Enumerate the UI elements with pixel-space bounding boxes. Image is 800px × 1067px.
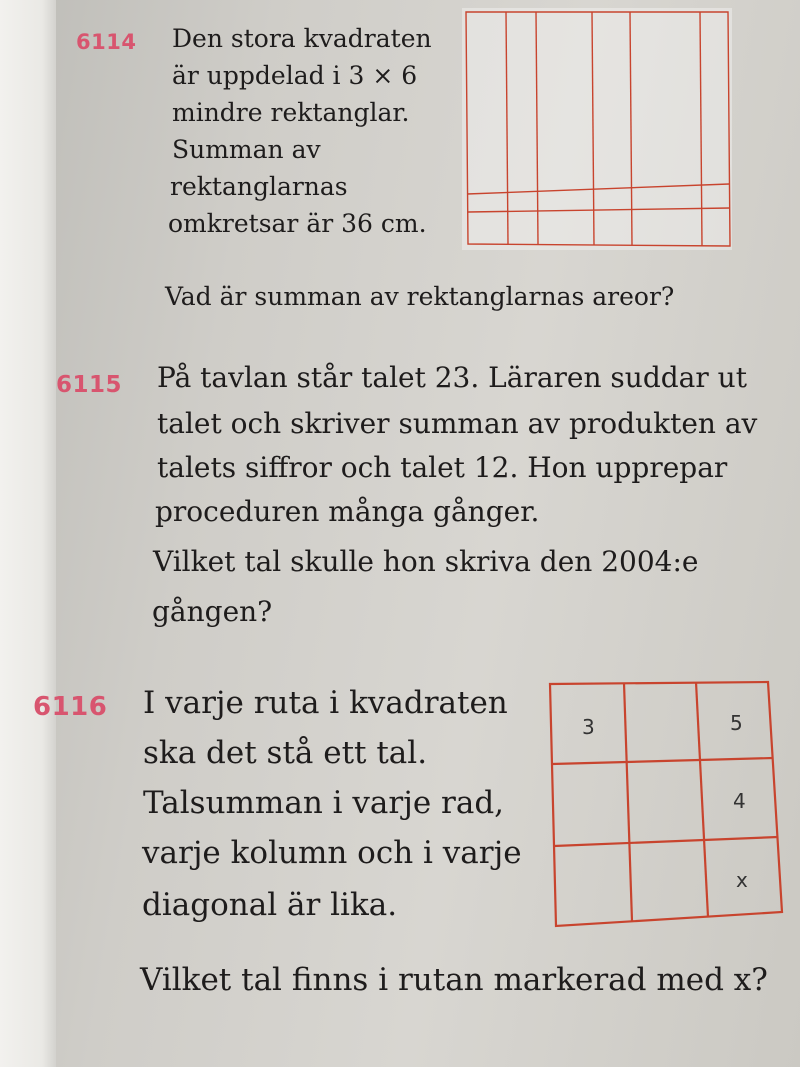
- problem-6115-line-4: proceduren många gånger.: [155, 495, 540, 528]
- problem-number-6114: 6114: [76, 30, 137, 54]
- problem-6116-line-4: varje kolumn och i varje: [142, 835, 522, 871]
- problem-6115-line-6: gången?: [152, 595, 273, 628]
- problem-6114-line-2: är uppdelad i 3 × 6: [172, 61, 418, 90]
- problem-6116-line-1: I varje ruta i kvadraten: [143, 685, 508, 721]
- grid-cell-r1c1: 3: [582, 715, 595, 739]
- magic-square-grid: [546, 680, 786, 930]
- problem-6116-line-3: Talsumman i varje rad,: [143, 785, 505, 821]
- problem-number-6115: 6115: [56, 372, 123, 398]
- problem-6115-line-2: talet och skriver summan av produkten av: [157, 407, 758, 440]
- problem-6114-line-1: Den stora kvadraten: [172, 24, 432, 53]
- problem-6116-line-5: diagonal är lika.: [142, 887, 398, 923]
- problem-6114-line-4: Summan av: [172, 135, 321, 164]
- page-margin: [0, 0, 56, 1067]
- problem-6114-line-6: omkretsar är 36 cm.: [168, 209, 427, 238]
- rectangle-division-figure: [462, 8, 732, 250]
- problem-6114-line-5: rektanglarnas: [170, 172, 348, 201]
- grid-cell-r2c3: 4: [733, 789, 746, 813]
- problem-6115-line-3: talets siffror och talet 12. Hon upprepar: [157, 451, 728, 484]
- problem-number-6116: 6116: [33, 692, 108, 722]
- problem-6115-line-1: På tavlan står talet 23. Läraren suddar ut: [157, 361, 747, 394]
- problem-6115-line-5: Vilket tal skulle hon skriva den 2004:e: [153, 545, 699, 578]
- problem-6114-question: Vad är summan av rektanglarnas areor?: [165, 282, 675, 311]
- grid-cell-r3c3: x: [736, 868, 748, 892]
- problem-6116-line-2: ska det stå ett tal.: [143, 735, 428, 771]
- problem-6114-line-3: mindre rektanglar.: [172, 98, 410, 127]
- grid-cell-r1c3: 5: [730, 711, 743, 735]
- problem-6116-question: Vilket tal finns i rutan markerad med x?: [140, 962, 768, 998]
